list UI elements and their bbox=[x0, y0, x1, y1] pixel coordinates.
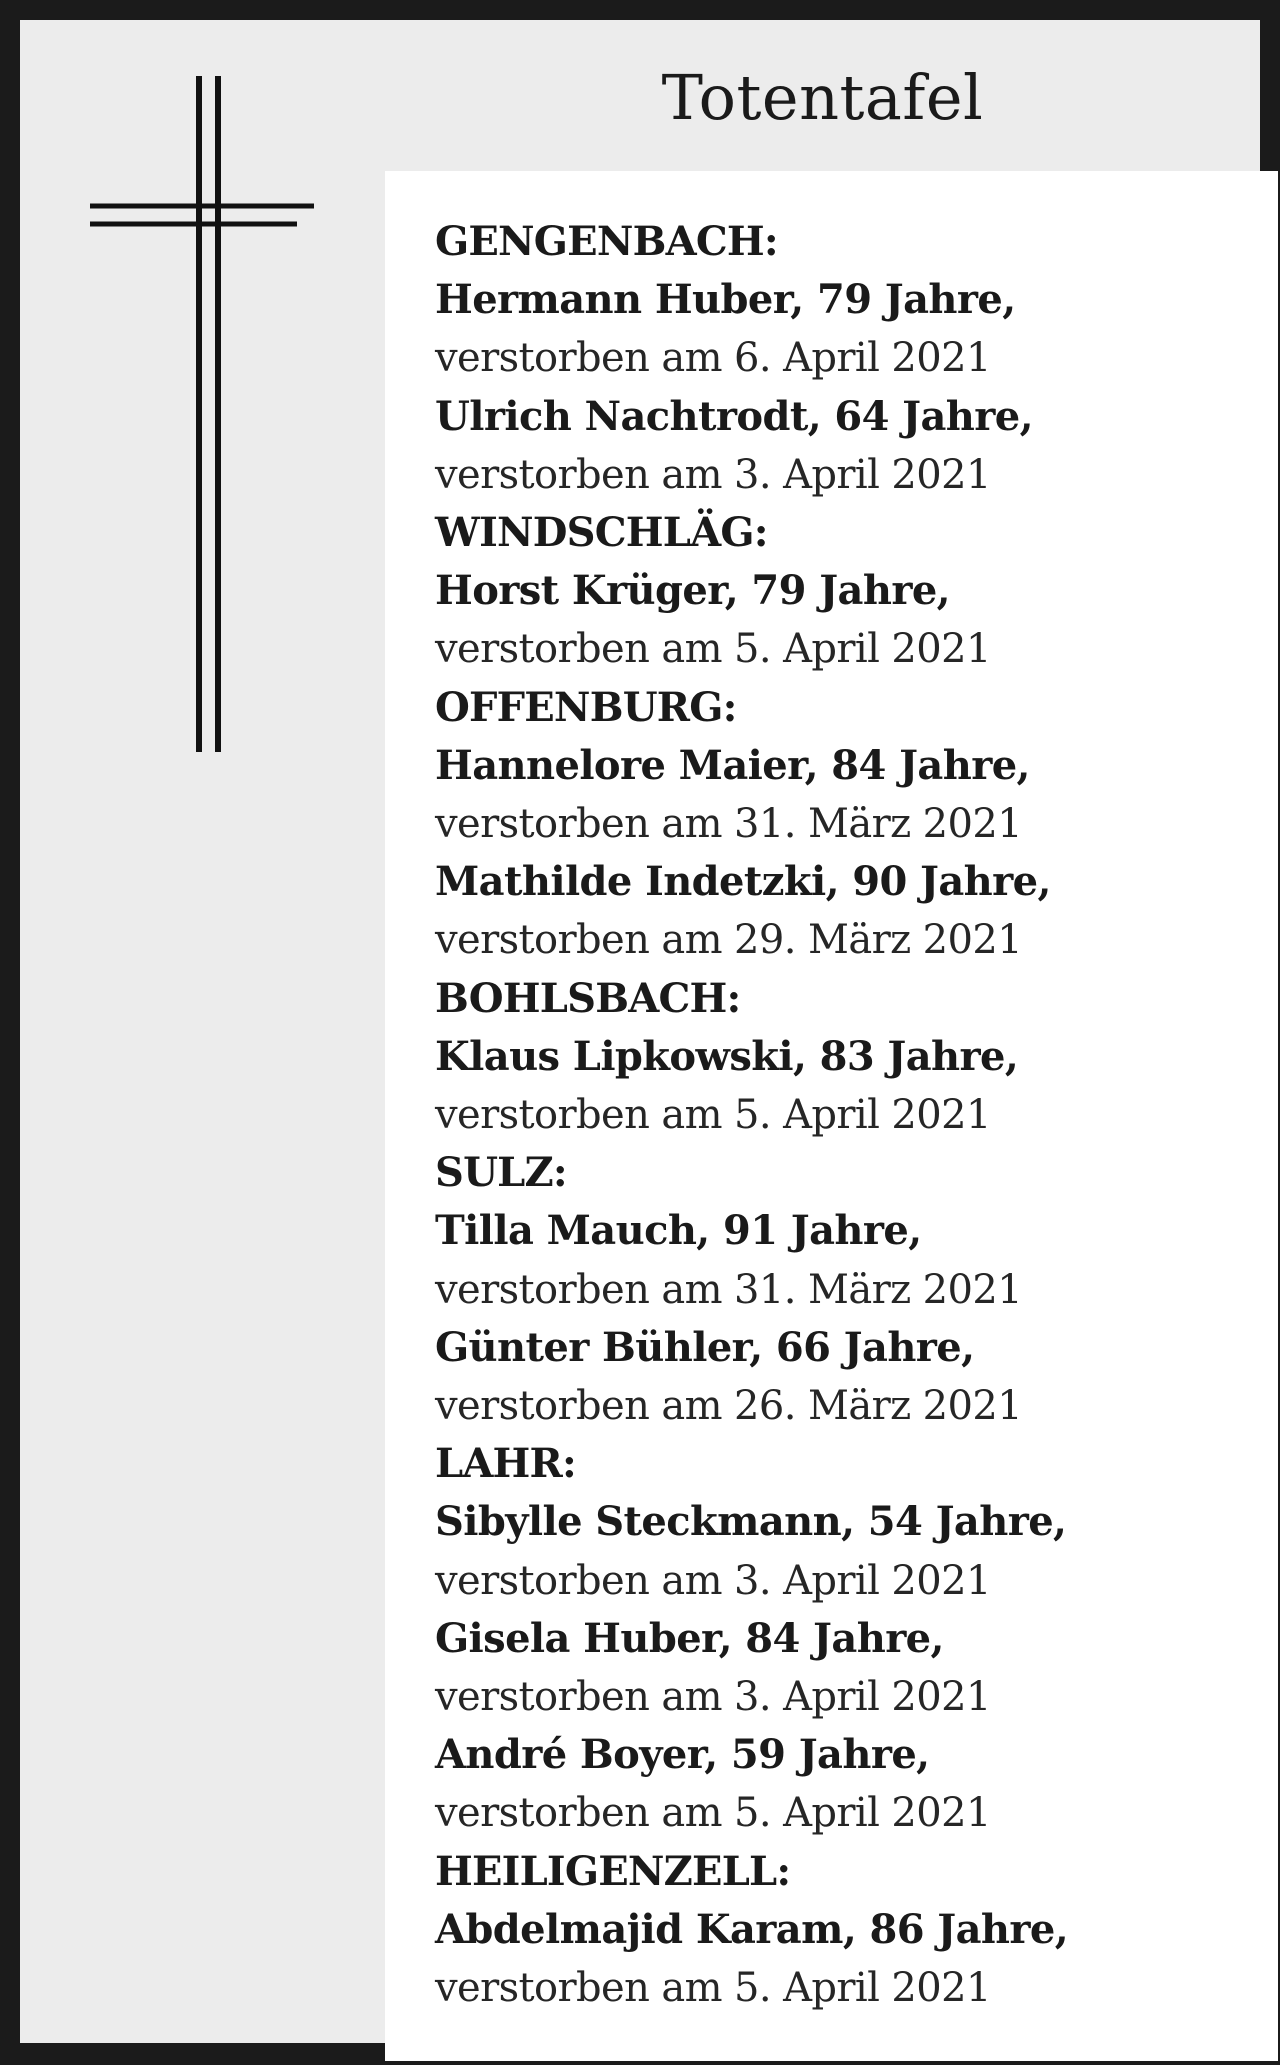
deceased-name-age: Gisela Huber, 84 Jahre, bbox=[435, 1614, 944, 1662]
death-date: verstorben am 5. April 2021 bbox=[435, 1092, 991, 1139]
place-heading: BOHLSBACH: bbox=[435, 974, 741, 1022]
place-heading: OFFENBURG: bbox=[435, 683, 737, 731]
double-cross-icon bbox=[68, 54, 318, 766]
deceased-name-age: Klaus Lipkowski, 83 Jahre, bbox=[435, 1032, 1019, 1080]
deceased-name-age: Abdelmajid Karam, 86 Jahre, bbox=[435, 1905, 1069, 1953]
death-date: verstorben am 6. April 2021 bbox=[435, 335, 991, 382]
cross-icon bbox=[68, 54, 318, 766]
place-heading: GENGENBACH: bbox=[435, 218, 778, 265]
death-date: verstorben am 5. April 2021 bbox=[435, 1965, 991, 2012]
death-date: verstorben am 3. April 2021 bbox=[435, 1674, 991, 1721]
deceased-name-age: Tilla Mauch, 91 Jahre, bbox=[435, 1207, 922, 1255]
death-date: verstorben am 31. März 2021 bbox=[435, 1266, 1023, 1313]
obituary-board bbox=[20, 20, 1260, 2043]
death-date: verstorben am 29. März 2021 bbox=[435, 917, 1023, 964]
deceased-name-age: Sibylle Steckmann, 54 Jahre, bbox=[435, 1498, 1067, 1546]
page-title: Totentafel bbox=[661, 61, 984, 134]
death-date: verstorben am 3. April 2021 bbox=[435, 1557, 991, 1604]
death-date: verstorben am 5. April 2021 bbox=[435, 626, 991, 673]
place-heading: LAHR: bbox=[435, 1440, 576, 1488]
death-date: verstorben am 31. März 2021 bbox=[435, 801, 1023, 848]
deceased-name-age: Horst Krüger, 79 Jahre, bbox=[435, 567, 950, 615]
obituary-list-panel bbox=[385, 171, 1278, 2061]
death-date: verstorben am 5. April 2021 bbox=[435, 1790, 991, 1837]
place-heading: WINDSCHLÄG: bbox=[435, 509, 768, 557]
place-heading: HEILIGENZELL: bbox=[435, 1847, 791, 1895]
place-heading: SULZ: bbox=[435, 1149, 567, 1197]
deceased-name-age: Hannelore Maier, 84 Jahre, bbox=[435, 741, 1030, 789]
deceased-name-age: Hermann Huber, 79 Jahre, bbox=[435, 276, 1016, 324]
deceased-name-age: Mathilde Indetzki, 90 Jahre, bbox=[435, 858, 1051, 906]
deceased-name-age: Ulrich Nachtrodt, 64 Jahre, bbox=[435, 392, 1033, 440]
death-date: verstorben am 26. März 2021 bbox=[435, 1383, 1023, 1430]
obituary-list bbox=[435, 213, 1258, 2017]
deceased-name-age: Günter Bühler, 66 Jahre, bbox=[435, 1323, 975, 1371]
deceased-name-age: André Boyer, 59 Jahre, bbox=[435, 1731, 930, 1779]
death-date: verstorben am 3. April 2021 bbox=[435, 451, 991, 498]
